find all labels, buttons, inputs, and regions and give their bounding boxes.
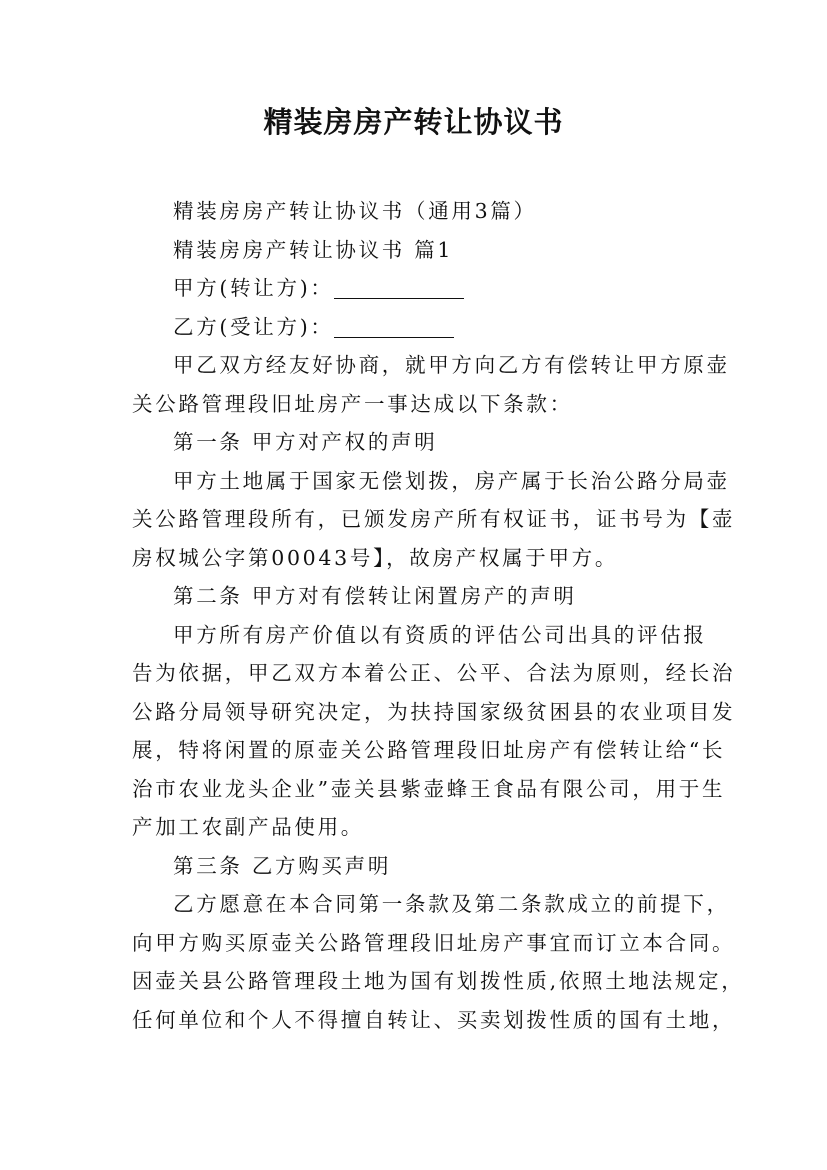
line-text: 甲乙双方经友好协商，就甲方向乙方有偿转让甲方原壶 xyxy=(173,353,730,377)
line-text: 甲方所有房产价值以有资质的评估公司出具的评估报 xyxy=(173,622,707,647)
line-text: 任何单位和个人不得擅自转让、买卖划拨性质的国有土地， xyxy=(132,1007,736,1032)
paragraph-line xyxy=(132,385,712,424)
line-text: 关公路管理段旧址房产一事达成以下条款： xyxy=(132,391,573,416)
paragraph-line xyxy=(132,539,712,578)
paragraph-line xyxy=(132,1001,736,1040)
document-body xyxy=(132,192,745,1039)
line-text: 治市农业龙头企业”壶关县紫壶蜂王食品有限公司，用于生 xyxy=(132,776,726,801)
line-text: 房权城公字第00043号】，故房产权属于甲方。 xyxy=(132,545,619,570)
line-text: 第三条 乙方购买声明 xyxy=(173,853,392,878)
paragraph-line xyxy=(132,500,736,539)
document-title: 精装房房产转让协议书 xyxy=(263,105,564,139)
paragraph-line xyxy=(132,924,736,963)
line-text: 关公路管理段所有，已颁发房产所有权证书，证书号为【壶 xyxy=(132,507,736,531)
line-text: 展，特将闲置的原壶关公路管理段旧址房产有偿转让给“长 xyxy=(132,738,726,762)
party-b-label: 乙方(受让方)： xyxy=(173,314,334,339)
paragraph-line xyxy=(132,693,736,732)
line-text: 精装房房产转让协议书（通用3篇） xyxy=(173,199,537,223)
party-a-label: 甲方(转让方)： xyxy=(173,276,334,300)
paragraph-line xyxy=(132,192,712,231)
paragraph-line xyxy=(132,885,730,924)
party-b-line xyxy=(132,308,712,347)
paragraph-line xyxy=(132,231,712,270)
article-heading xyxy=(132,847,712,886)
line-text: 乙方愿意在本合同第一条款及第二条款成立的前提下， xyxy=(173,892,730,916)
line-text: 向甲方购买原壶关公路管理段旧址房产事宜而订立本合同。 xyxy=(132,930,736,955)
line-text: 因壶关县公路管理段土地为国有划拨性质,依照土地法规定， xyxy=(132,969,745,993)
party-a-line xyxy=(132,269,712,308)
article-heading xyxy=(132,577,712,616)
paragraph-line xyxy=(132,962,745,1001)
paragraph-line xyxy=(132,346,730,385)
line-text: 第二条 甲方对有偿转让闲置房产的声明 xyxy=(173,584,577,608)
line-text: 第一条 甲方对产权的声明 xyxy=(173,430,438,454)
party-b-blank-field xyxy=(334,313,454,338)
line-text: 告为依据，甲乙双方本着公正、公平、合法为原则，经长治 xyxy=(132,661,736,685)
paragraph-line xyxy=(132,616,712,655)
article-heading xyxy=(132,423,712,462)
line-text: 公路分局领导研究决定，为扶持国家级贫困县的农业项目发 xyxy=(132,699,736,724)
paragraph-line xyxy=(132,462,730,501)
paragraph-line xyxy=(132,808,712,847)
line-text: 精装房房产转让协议书 篇1 xyxy=(173,237,454,262)
line-text: 甲方土地属于国家无偿划拨，房产属于长治公路分局壶 xyxy=(173,468,730,493)
party-a-blank-field xyxy=(334,274,464,299)
paragraph-line xyxy=(132,770,726,809)
paragraph-line xyxy=(132,731,726,770)
line-text: 产加工农副产品使用。 xyxy=(132,815,364,839)
paragraph-line xyxy=(132,654,736,693)
